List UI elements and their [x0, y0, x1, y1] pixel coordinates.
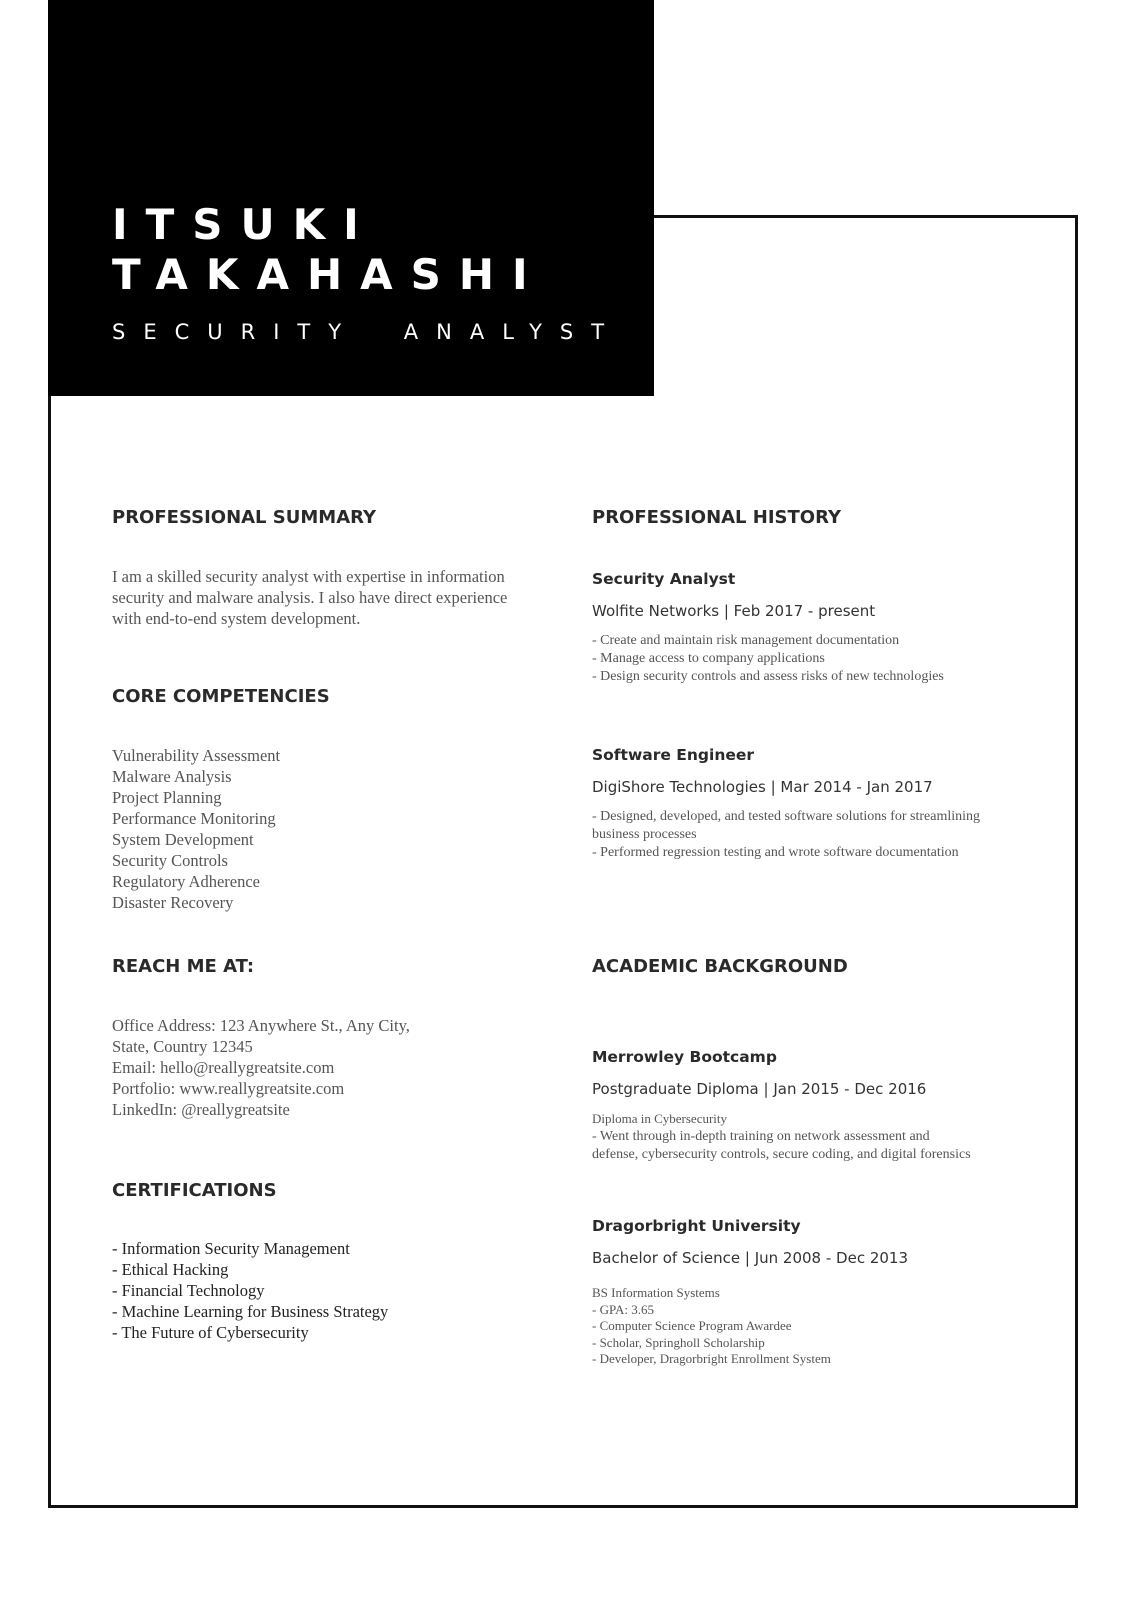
- candidate-name: [112, 200, 546, 300]
- certification-item: - The Future of Cybersecurity: [112, 1323, 309, 1342]
- school-details: [592, 1285, 1012, 1368]
- contact-info: [112, 1015, 532, 1120]
- history-title: PROFESSIONAL HISTORY: [592, 507, 842, 528]
- school-detail: defense, cybersecurity controls, secure coding, and digital forensics: [592, 1147, 971, 1162]
- academic-title: ACADEMIC BACKGROUND: [592, 956, 848, 977]
- school-detail: BS Information Systems: [592, 1285, 720, 1300]
- summary-line: with end-to-end system development.: [112, 609, 361, 628]
- contact-linkedin[interactable]: LinkedIn: @reallygreatsite: [112, 1100, 290, 1119]
- first-name: ITSUKI: [112, 200, 377, 249]
- certification-item: - Financial Technology: [112, 1281, 265, 1300]
- school-detail: - Went through in-depth training on network assessment and: [592, 1129, 930, 1144]
- school-detail: - Computer Science Program Awardee: [592, 1318, 792, 1333]
- summary-line: security and malware analysis. I also have direct experience: [112, 588, 508, 607]
- job-title: Security Analyst: [592, 570, 736, 588]
- school-degree: Bachelor of Science | Jun 2008 - Dec 2013: [592, 1249, 909, 1267]
- school-details: [592, 1110, 1032, 1164]
- job-duty: - Manage access to company applications: [592, 651, 825, 666]
- summary-line: I am a skilled security analyst with expertise in information: [112, 567, 505, 586]
- competency-item: Performance Monitoring: [112, 809, 276, 828]
- contact-address-line: Office Address: 123 Anywhere St., Any City,: [112, 1016, 410, 1035]
- certifications-title: CERTIFICATIONS: [112, 1180, 277, 1201]
- school-detail: - Scholar, Springholl Scholarship: [592, 1334, 765, 1350]
- job-company: DigiShore Technologies | Mar 2014 - Jan 2017: [592, 778, 933, 796]
- job-duty: - Design security controls and assess risks of new technologies: [592, 669, 944, 684]
- school-name: Dragorbright University: [592, 1217, 801, 1235]
- school-detail: - GPA: 3.65: [592, 1301, 655, 1317]
- competency-item: Disaster Recovery: [112, 893, 234, 912]
- competency-item: Regulatory Adherence: [112, 872, 260, 891]
- job-role: SECURITY ANALYST: [112, 320, 623, 344]
- competency-item: System Development: [112, 830, 254, 849]
- competency-item: Vulnerability Assessment: [112, 746, 281, 765]
- certification-item: - Ethical Hacking: [112, 1260, 229, 1279]
- school-degree: Postgraduate Diploma | Jan 2015 - Dec 2016: [592, 1080, 927, 1098]
- last-name: TAKAHASHI: [112, 250, 546, 299]
- job-company: Wolfite Networks | Feb 2017 - present: [592, 602, 876, 620]
- contact-email[interactable]: Email: hello@reallygreatsite.com: [112, 1058, 335, 1077]
- competency-item: Project Planning: [112, 788, 222, 807]
- school-name: Merrowley Bootcamp: [592, 1048, 777, 1066]
- job-duty: - Designed, developed, and tested software solutions for streamlining: [592, 809, 981, 824]
- competencies-list: [112, 745, 512, 913]
- certification-item: - Machine Learning for Business Strategy: [112, 1302, 389, 1321]
- summary-title: PROFESSIONAL SUMMARY: [112, 507, 377, 528]
- certifications-list: [112, 1238, 532, 1343]
- school-detail: Diploma in Cybersecurity: [592, 1111, 728, 1126]
- contact-title: REACH ME AT:: [112, 956, 255, 977]
- school-detail: - Developer, Dragorbright Enrollment System: [592, 1351, 831, 1366]
- competency-item: Malware Analysis: [112, 767, 232, 786]
- certification-item: - Information Security Management: [112, 1239, 350, 1258]
- job-duties: [592, 808, 1032, 862]
- job-duty: - Performed regression testing and wrote software documentation: [592, 845, 959, 860]
- competencies-title: CORE COMPETENCIES: [112, 686, 330, 707]
- job-duty: business processes: [592, 827, 697, 842]
- job-duty: - Create and maintain risk management documentation: [592, 633, 900, 648]
- competency-item: Security Controls: [112, 851, 228, 870]
- job-duties: [592, 632, 1032, 686]
- contact-portfolio[interactable]: Portfolio: www.reallygreatsite.com: [112, 1079, 345, 1098]
- job-title: Software Engineer: [592, 746, 755, 764]
- summary-text: [112, 566, 562, 629]
- contact-address-line: State, Country 12345: [112, 1037, 253, 1056]
